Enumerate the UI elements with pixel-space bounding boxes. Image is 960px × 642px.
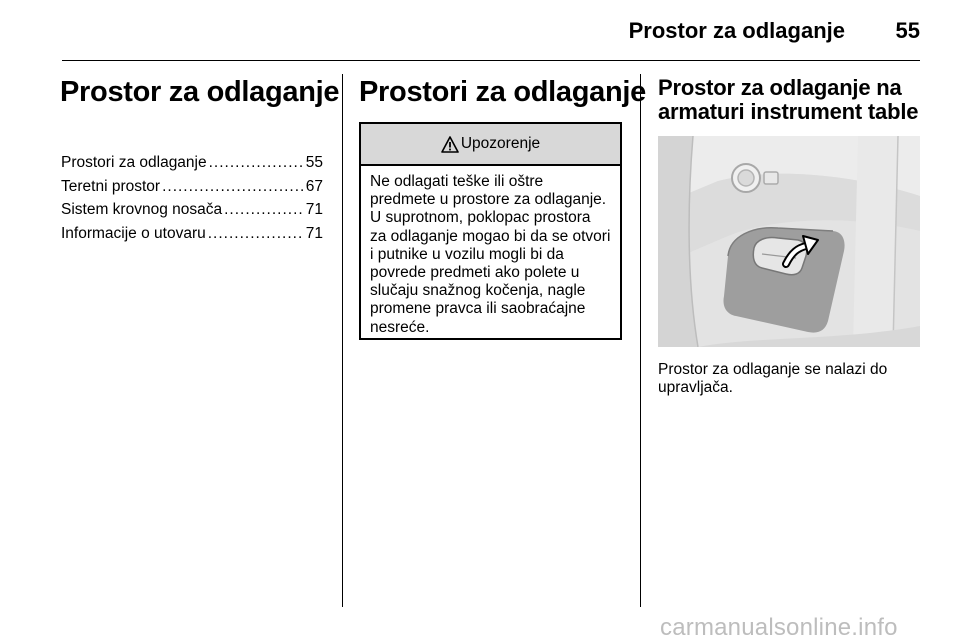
- subsection-title-line: armaturi instrument table: [658, 99, 919, 124]
- chapter-title: Prostor za odlaganje: [60, 76, 340, 108]
- section-title: Prostori za odlaganje: [359, 76, 646, 108]
- caption-line: Prostor za odlaganje se nalazi do: [658, 361, 888, 378]
- warning-line: za odlaganje mogao bi da se otvori: [370, 227, 611, 245]
- toc-leader-dots: [208, 222, 304, 246]
- toc-entry-label: Sistem krovnog nosača: [61, 201, 223, 218]
- subsection-title-line: Prostor za odlaganje na: [658, 75, 902, 100]
- toc-entry[interactable]: [61, 198, 323, 222]
- toc-leader-dots: [162, 175, 304, 199]
- subsection-title: [658, 76, 938, 124]
- warning-header: [361, 124, 620, 166]
- running-header-title: Prostor za odlaganje: [628, 18, 845, 43]
- warning-line: slučaju snažnog kočenja, nagle: [370, 282, 586, 300]
- toc-entry[interactable]: [61, 175, 323, 199]
- warning-line: promene pravca ili saobraćajne: [370, 300, 586, 318]
- warning-heading: Upozorenje: [460, 135, 541, 152]
- toc-entry[interactable]: [61, 151, 323, 175]
- figure-caption: [658, 361, 920, 397]
- toc-entry[interactable]: [61, 222, 323, 246]
- toc-entry-page: 71: [305, 201, 323, 218]
- warning-line: i putnike u vozilu mogli bi da: [370, 245, 564, 263]
- toc-entry-page: 55: [305, 154, 323, 171]
- warning-line: U suprotnom, poklopac prostora: [370, 209, 591, 227]
- watermark: carmanualsonline.info: [660, 614, 898, 641]
- column-divider: [640, 74, 641, 607]
- table-of-contents: [61, 151, 323, 245]
- toc-entry-page: 71: [305, 224, 323, 242]
- page-number: 55: [895, 18, 920, 43]
- warning-text: [361, 166, 620, 337]
- warning-triangle-icon: [441, 136, 459, 153]
- toc-entry-page: 67: [305, 177, 323, 195]
- header-rule: [62, 60, 920, 61]
- warning-line: nesreće.: [370, 318, 430, 336]
- caption-line: upravljača.: [658, 379, 733, 396]
- warning-line: Ne odlagati teške ili oštre: [370, 173, 544, 190]
- toc-leader-dots: [209, 151, 304, 175]
- glovebox-illustration: [658, 136, 920, 347]
- warning-box: [359, 122, 622, 340]
- toc-entry-label: Teretni prostor: [61, 177, 161, 195]
- warning-line: povrede predmeti ako polete u: [370, 264, 580, 282]
- toc-entry-label: Informacije o utovaru: [61, 224, 206, 242]
- toc-entry-label: Prostori za odlaganje: [61, 154, 207, 171]
- warning-line: predmete u prostore za odlaganje.: [370, 191, 607, 209]
- column-divider: [342, 74, 343, 607]
- toc-leader-dots: [224, 198, 304, 222]
